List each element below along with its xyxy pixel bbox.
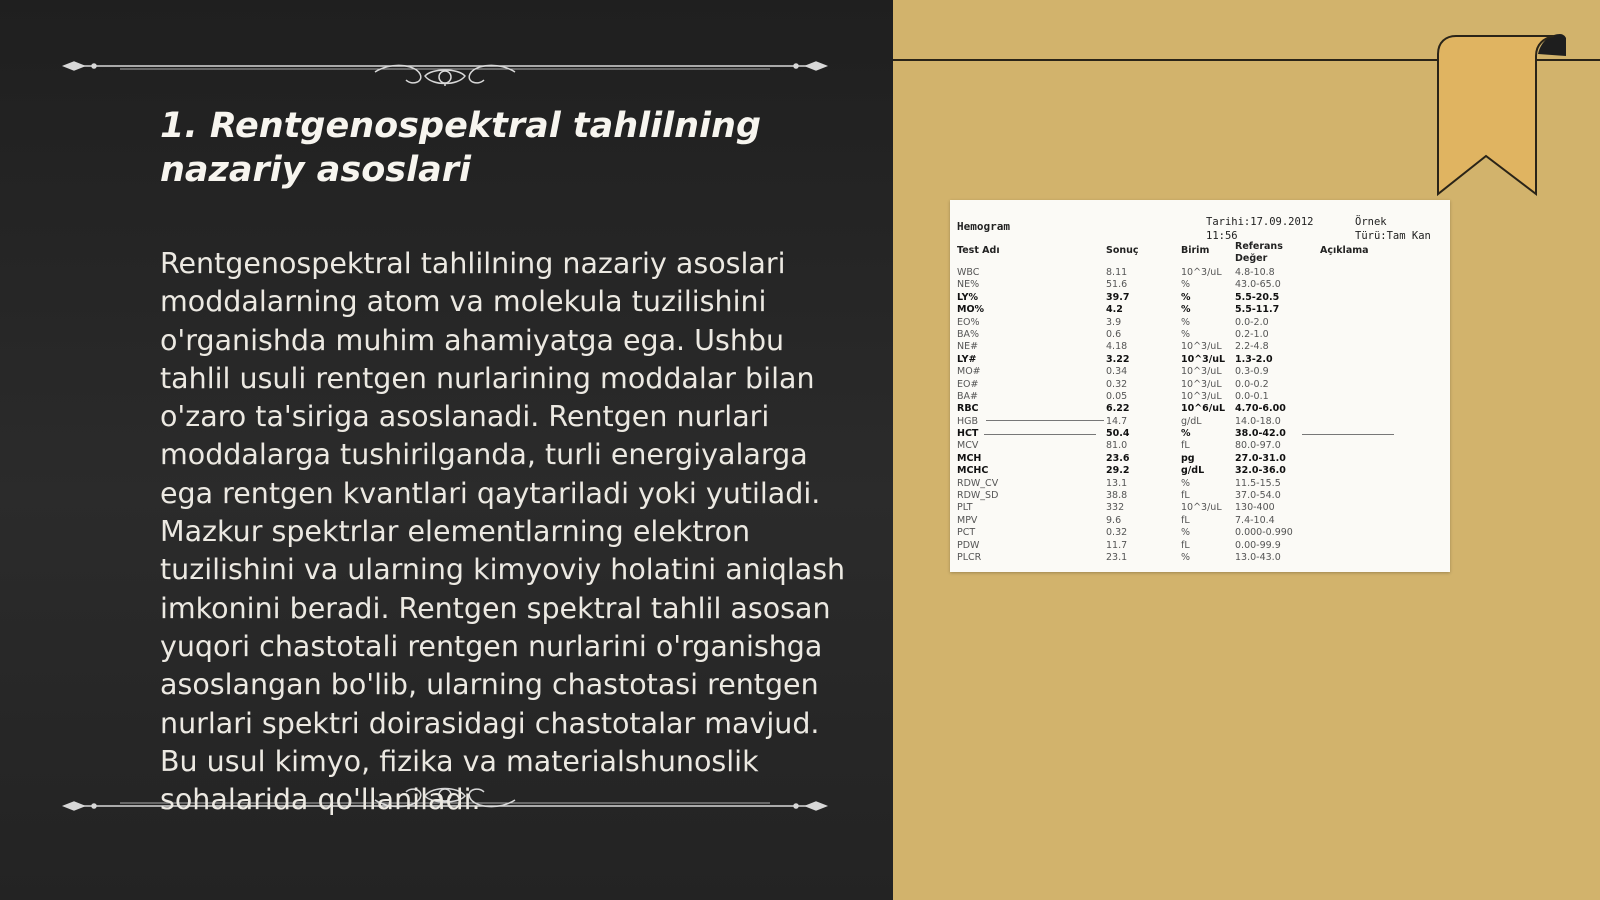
top-ornament-divider: [60, 46, 830, 86]
report-cell-name: WBC: [957, 267, 980, 278]
report-cell-unit: 10^3/uL: [1181, 390, 1222, 402]
report-cell-name: HCT: [957, 428, 979, 440]
report-row: [957, 267, 1437, 279]
report-row: [957, 379, 1437, 391]
report-row: [957, 304, 1437, 316]
report-cell-ref: 4.8-10.8: [1235, 267, 1275, 278]
report-row: [957, 292, 1437, 304]
report-cell-unit: 10^3/uL: [1181, 353, 1226, 365]
report-cell-unit: %: [1181, 551, 1191, 563]
report-cell-result: 23.1: [1106, 551, 1128, 563]
report-cell-name: MCH: [957, 452, 982, 464]
report-cell-ref: 37.0-54.0: [1235, 490, 1281, 502]
report-cell-unit: g/dL: [1181, 415, 1202, 427]
report-cell-name: LY#: [957, 353, 977, 365]
report-cell-ref: 27.0-31.0: [1235, 452, 1286, 464]
report-cell-result: 3.9: [1106, 316, 1122, 328]
report-cell-result: 0.34: [1106, 366, 1128, 378]
report-cell-ref: 80.0-97.0: [1235, 440, 1281, 452]
report-cell-ref: 0.0-0.1: [1235, 390, 1269, 402]
report-cell-name: PCT: [957, 527, 976, 539]
report-cell-name: PDW: [957, 539, 980, 551]
pen-mark: [1302, 434, 1394, 435]
report-cell-result: 332: [1106, 502, 1125, 514]
report-cell-unit: %: [1181, 291, 1191, 303]
report-row: [957, 440, 1437, 452]
report-cell-ref: 38.0-42.0: [1235, 428, 1286, 440]
report-cell-result: 51.6: [1106, 279, 1128, 291]
report-cell-name: BA#: [957, 390, 978, 402]
report-cell-result: 0.6: [1106, 328, 1122, 340]
report-cell-result: 3.22: [1106, 353, 1130, 365]
report-cell-unit: %: [1181, 316, 1191, 328]
report-cell-ref: 14.0-18.0: [1235, 415, 1281, 427]
report-cell-unit: %: [1181, 328, 1191, 340]
report-cell-unit: 10^3/uL: [1181, 378, 1222, 390]
report-header-result: Sonuç: [1106, 245, 1139, 256]
report-cell-result: 11.7: [1106, 539, 1128, 551]
pen-mark: [986, 420, 1104, 421]
report-cell-result: 4.2: [1106, 304, 1123, 316]
report-cell-unit: %: [1181, 527, 1191, 539]
hemogram-report-image: [950, 200, 1450, 572]
report-row: [957, 391, 1437, 403]
report-cell-ref: 0.0-0.2: [1235, 378, 1269, 390]
report-row: [957, 329, 1437, 341]
report-sample-type: Örnek Türü:Tam Kan: [1355, 216, 1431, 242]
report-row: [957, 317, 1437, 329]
report-rows: [957, 267, 1437, 564]
report-cell-name: RDW_CV: [957, 477, 999, 489]
report-cell-name: RBC: [957, 403, 979, 415]
report-cell-ref: 130-400: [1235, 502, 1275, 514]
report-cell-name: MCHC: [957, 465, 989, 477]
report-cell-ref: 1.3-2.0: [1235, 353, 1273, 365]
report-cell-unit: fL: [1181, 440, 1190, 452]
report-row: [957, 552, 1437, 564]
report-cell-name: BA%: [957, 328, 980, 340]
report-row: [957, 502, 1437, 514]
report-row: [957, 354, 1437, 366]
report-cell-ref: 4.70-6.00: [1235, 403, 1286, 415]
report-cell-result: 0.32: [1106, 378, 1128, 390]
report-cell-ref: 5.5-11.7: [1235, 304, 1280, 316]
report-cell-name: MPV: [957, 514, 978, 526]
report-cell-result: 50.4: [1106, 428, 1130, 440]
report-cell-ref: 0.00-99.9: [1235, 539, 1281, 551]
report-cell-unit: 10^3/uL: [1181, 502, 1222, 514]
report-row: [957, 416, 1437, 428]
report-cell-result: 9.6: [1106, 514, 1122, 526]
report-row: [957, 527, 1437, 539]
report-cell-ref: 0.000-0.990: [1235, 527, 1293, 539]
report-cell-unit: 10^3/uL: [1181, 267, 1222, 278]
report-cell-unit: %: [1181, 477, 1191, 489]
report-row: [957, 341, 1437, 353]
report-header-test: Test Adı: [957, 245, 1000, 256]
report-cell-name: PLT: [957, 502, 973, 514]
report-cell-name: LY%: [957, 291, 978, 303]
report-cell-result: 6.22: [1106, 403, 1130, 415]
report-row: [957, 478, 1437, 490]
report-cell-unit: %: [1181, 279, 1191, 291]
report-cell-unit: fL: [1181, 514, 1190, 526]
report-cell-unit: pg: [1181, 452, 1195, 464]
report-cell-unit: 10^3/uL: [1181, 341, 1222, 353]
report-cell-result: 81.0: [1106, 440, 1128, 452]
report-title: Hemogram: [957, 220, 1010, 233]
report-row: [957, 465, 1437, 477]
report-cell-result: 38.8: [1106, 490, 1128, 502]
report-cell-unit: %: [1181, 304, 1191, 316]
report-cell-unit: fL: [1181, 539, 1190, 551]
report-cell-result: 39.7: [1106, 291, 1130, 303]
report-cell-ref: 43.0-65.0: [1235, 279, 1281, 291]
report-cell-result: 23.6: [1106, 452, 1130, 464]
report-row: [957, 515, 1437, 527]
report-cell-result: 0.05: [1106, 390, 1128, 402]
report-row: [957, 490, 1437, 502]
report-cell-ref: 5.5-20.5: [1235, 291, 1280, 303]
report-date: Tarihi:17.09.2012 11:56: [1206, 216, 1314, 242]
report-cell-ref: 0.2-1.0: [1235, 328, 1269, 340]
report-cell-ref: 7.4-10.4: [1235, 514, 1275, 526]
report-header-reference: Referans Değer: [1235, 241, 1283, 264]
report-cell-result: 0.32: [1106, 527, 1128, 539]
report-cell-ref: 13.0-43.0: [1235, 551, 1281, 563]
report-cell-ref: 2.2-4.8: [1235, 341, 1269, 353]
report-cell-ref: 11.5-15.5: [1235, 477, 1281, 489]
report-header-unit: Birim: [1181, 245, 1210, 256]
report-cell-unit: g/dL: [1181, 465, 1205, 477]
report-cell-name: EO%: [957, 316, 980, 328]
report-cell-result: 13.1: [1106, 477, 1128, 489]
report-cell-ref: 32.0-36.0: [1235, 465, 1286, 477]
report-cell-name: RDW_SD: [957, 490, 999, 502]
report-cell-name: MCV: [957, 440, 979, 452]
report-cell-name: PLCR: [957, 551, 982, 563]
report-cell-name: NE#: [957, 341, 979, 353]
bookmark-ribbon-icon: [1436, 34, 1566, 204]
report-row: [957, 403, 1437, 415]
report-cell-unit: 10^6/uL: [1181, 403, 1226, 415]
report-cell-result: 8.11: [1106, 267, 1128, 278]
report-cell-ref: 0.0-2.0: [1235, 316, 1269, 328]
report-cell-result: 4.18: [1106, 341, 1128, 353]
report-cell-ref: 0.3-0.9: [1235, 366, 1269, 378]
report-cell-unit: %: [1181, 428, 1191, 440]
report-cell-result: 29.2: [1106, 465, 1130, 477]
pen-mark: [984, 434, 1096, 435]
report-cell-name: NE%: [957, 279, 980, 291]
report-cell-result: 14.7: [1106, 415, 1128, 427]
report-header-note: Açıklama: [1320, 245, 1369, 256]
slide-body-text: Rentgenospektral tahlilning nazariy asoslari moddalarning atom va molekula tuzilishini o'rganishda muhim ahamiyatga ega. Ushbu tahlil usuli rentgen nurlarining moddalar bilan o'zaro ta'siriga asoslanadi. Rentgen nurlari moddalarga tushirilganda, turli energiyalarga ega rentgen kvantlari qaytariladi yoki yutiladi. Mazkur spektrlar elementlarning elektron tuzilishini va ularning kimyoviy holatini aniqlash imkonini beradi. Rentgen spektral tahlil asosan yuqori chastotali rentgen nurlarini o'rganishga asoslangan bo'lib, ularning chastotasi rentgen nurlari spektri doirasidagi chastotalar mavjud. Bu usul kimyo, fizika va materialshunoslik sohalarida qo'llaniladi.: [160, 247, 846, 817]
report-row: [957, 279, 1437, 291]
report-cell-name: EO#: [957, 378, 979, 390]
report-row: [957, 453, 1437, 465]
report-cell-unit: 10^3/uL: [1181, 366, 1222, 378]
report-cell-name: MO%: [957, 304, 985, 316]
slide-title: 1. Rentgenospektral tahlilning nazariy asoslari: [160, 106, 762, 190]
report-cell-name: HGB: [957, 415, 979, 427]
report-row: [957, 366, 1437, 378]
report-row: [957, 540, 1437, 552]
report-cell-name: MO#: [957, 366, 981, 378]
report-cell-unit: fL: [1181, 490, 1190, 502]
